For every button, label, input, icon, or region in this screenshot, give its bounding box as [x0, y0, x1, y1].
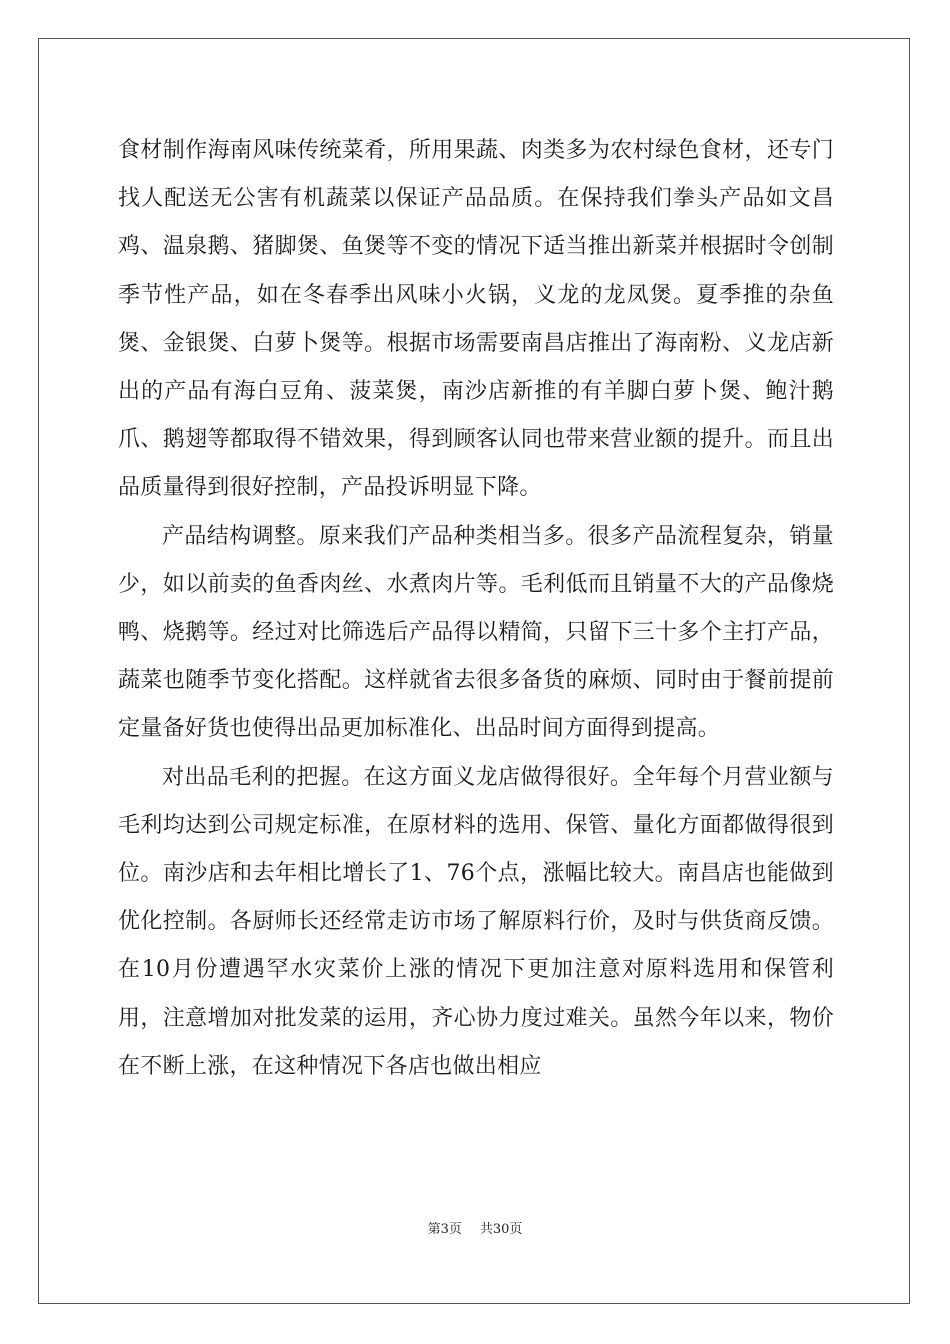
paragraph-1: 食材制作海南风味传统菜肴，所用果蔬、肉类多为农村绿色食材，还专门找人配送无公害有机蔬菜以保证产品品质。在保持我们拳头产品如文昌鸡、温泉鹅、猪脚煲、鱼煲等不变的情况下适当推出新菜并根据时令创制季节性产品，如在冬春季出风味小火锅，义龙的龙凤煲。夏季推的杂鱼煲、金银煲、白萝卜煲等。根据市场需要南昌店推出了海南粉、义龙店新出的产品有海白豆角、菠菜煲，南沙店新推的有羊脚白萝卜煲、鲍汁鹅爪、鹅翅等都取得不错效果，得到顾客认同也带来营业额的提升。而且出品质量得到很好控制，产品投诉明显下降。: [118, 138, 834, 501]
page-footer: [0, 1218, 950, 1237]
paragraph-3: 对出品毛利的把握。在这方面义龙店做得很好。全年每个月营业额与毛利均达到公司规定标准，在原材料的选用、保管、量化方面都做得很到位。南沙店和去年相比增长了1、76个点，涨幅比较大。南昌店也能做到优化控制。各厨师长还经常走访市场了解原料行价，及时与供货商反馈。在10月份遭遇罕水灾菜价上涨的情况下更加注意对原料选用和保管利用，注意增加对批发菜的运用，齐心协力度过难关。虽然今年以来，物价在不断上涨，在这种情况下各店也做出相应: [118, 764, 834, 1079]
paragraph-2: 产品结构调整。原来我们产品种类相当多。很多产品流程复杂，销量少，如以前卖的鱼香肉丝、水煮肉片等。毛利低而且销量不大的产品像烧鸭、烧鹅等。经过对比筛选后产品得以精简，只留下三十多个主打产品，蔬菜也随季节变化搭配。这样就省去很多备货的麻烦、同时由于餐前提前定量备好货也使得出品更加标准化、出品时间方面得到提高。: [118, 523, 834, 742]
page-total: 共30页: [479, 1222, 523, 1237]
page-number: 第3页: [427, 1222, 462, 1237]
document-body: [118, 127, 834, 1091]
